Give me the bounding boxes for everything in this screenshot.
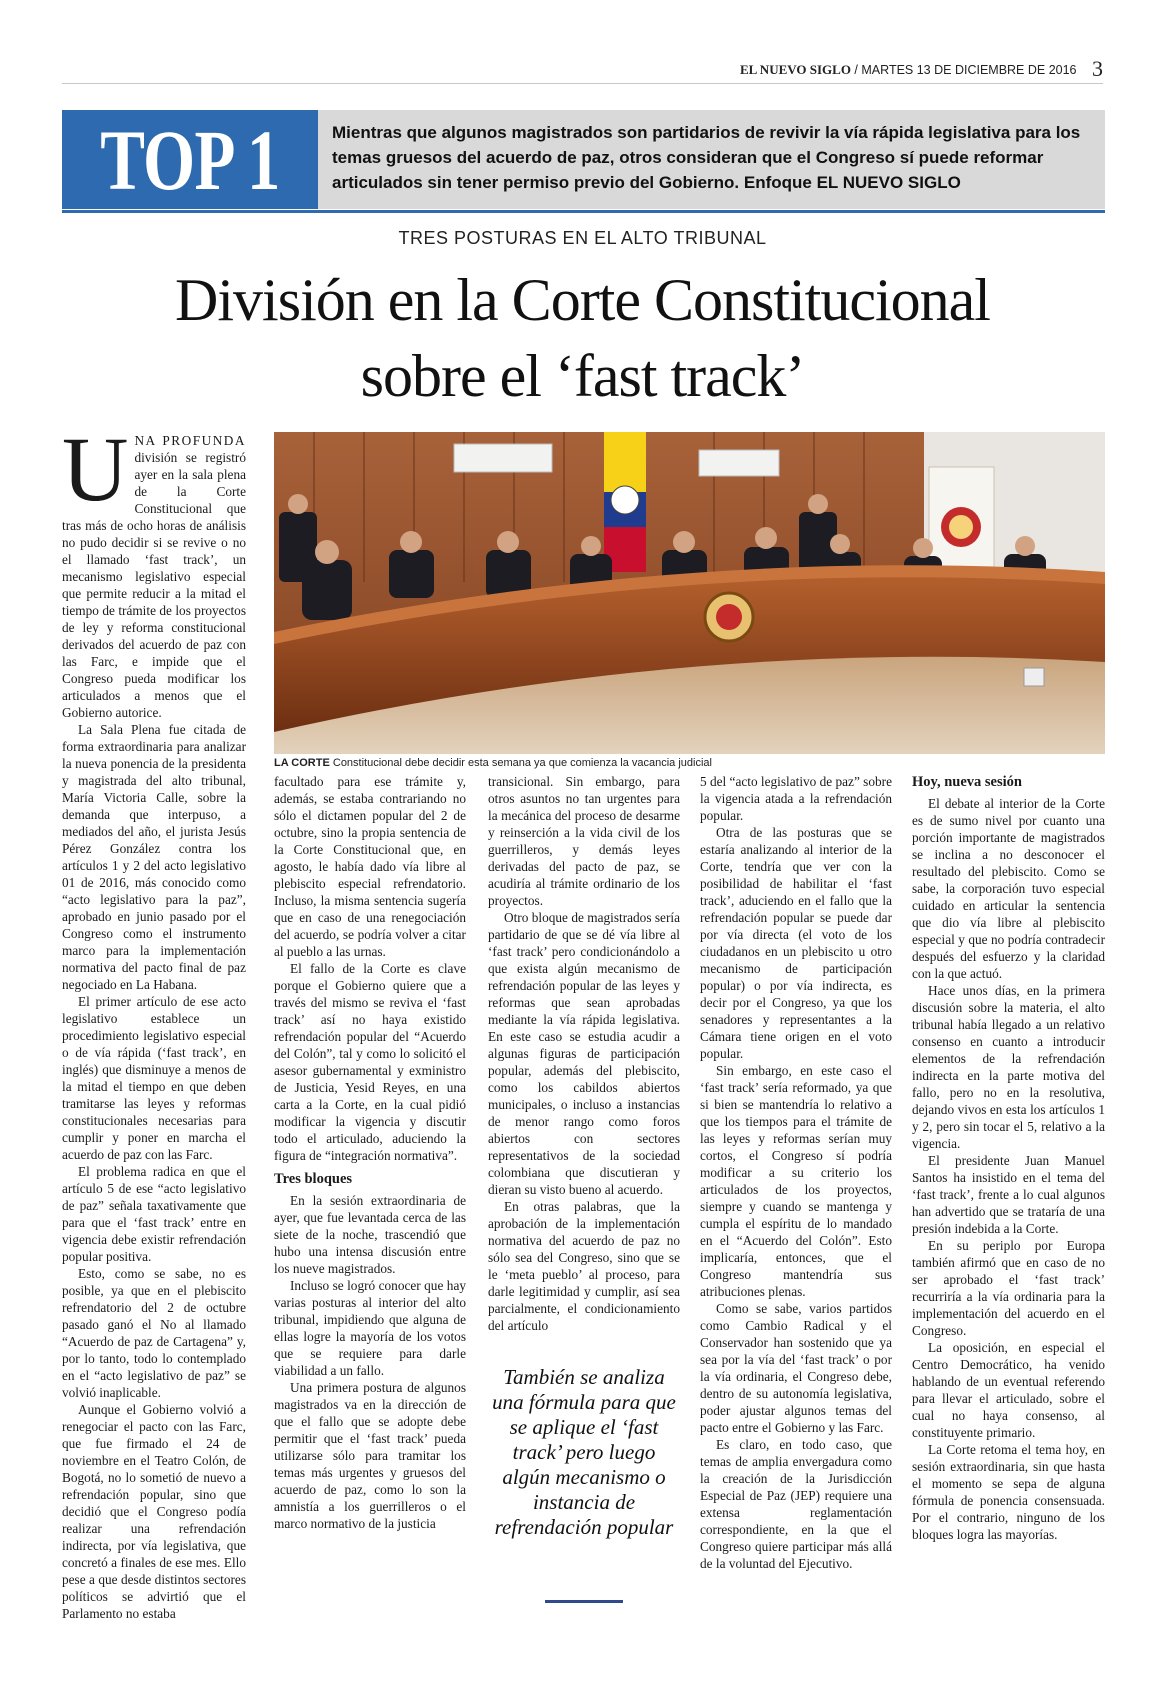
paragraph: Es claro, en todo caso, que temas de amplia envergadura como la creación de la Jurisdicción Especial de Paz (JEP) requiere una extensa reglamentación correspondiente, en la que el Congreso quiere participar más allá de la voluntad del Ejecutivo.: [700, 1437, 892, 1571]
column-2: [274, 773, 466, 1532]
paragraph: La oposición, en especial el Centro Democrático, ha venido hablando de un eventual referendo para llevar el articulado, sobre el cual no haya consenso, al constituyente primario.: [912, 1340, 1105, 1440]
paragraph: transicional. Sin embargo, para otros asuntos no tan urgentes para la mecánica del proceso de desarme y reinserción a la vida civil de los guerrilleros, y demás leyes derivadas del pacto de paz, se acudiría al trámite ordinario de los proyectos.: [488, 774, 680, 908]
subheading-tres-bloques: Tres bloques: [274, 1171, 353, 1187]
issue-date: MARTES 13 DE DICIEMBRE DE 2016: [861, 63, 1077, 77]
court-session-photo: [274, 432, 1105, 754]
paragraph: Otro bloque de magistrados sería partidario de que se dé vía libre al ‘fast track’ pero condicionándolo a que exista algún mecanismo de refrendación popular de las leyes y reformas que sean aprobadas mediante la vía rápida legislativa. En este caso se estudia acudir a algunas figuras de participación popular, además del plebiscito, como los cabildos abiertos municipales, o incluso a instancias de menor rango como foros abiertos con sectores representativos de la sociedad colombiana que discutieran y dieran su visto bueno al acuerdo.: [488, 910, 680, 1197]
headline: [0, 262, 1165, 414]
intro-summary: Mientras que algunos magistrados son partidarios de revivir la vía rápida legislativa para los temas gruesos del acuerdo de paz, otros consideran que el Congreso sí puede reformar articulados sin tener permiso previo del Gobierno. Enfoque EL NUEVO SIGLO: [318, 110, 1105, 209]
drop-cap: U: [62, 418, 129, 520]
page-number: 3: [1092, 56, 1103, 81]
column-1: [62, 418, 246, 1622]
paragraph: La Corte retoma el tema hoy, en sesión extraordinaria, sin que hasta el momento se sepa de alguna fórmula de ponencia consensuada. Por el contrario, ninguno de los bloques logra las mayorías.: [912, 1442, 1105, 1542]
paragraph: En la sesión extraordinaria de ayer, que fue levantada cerca de las siete de la noche, trascendió que hubo una intensa discusión entre los nueve magistrados.: [274, 1193, 466, 1276]
headline-line-1: División en la Corte Constitucional: [175, 267, 990, 333]
newspaper-name: EL NUEVO SIGLO: [739, 62, 851, 77]
paragraph: El primer artículo de ese acto legislativo establece un procedimiento legislativo especial o de vía rápida (‘fast track’, en inglés) que disminuye a menos de la mitad el tiempo en que deben tramitarse las leyes y reformas constitucionales necesarias para cumplir y poner en marcha el acuerdo de paz con las Farc.: [62, 994, 246, 1162]
paragraph: En su periplo por Europa también afirmó que en caso de no ser aprobado el ‘fast track’ recurriría a la vía ordinaria para la implementación del acuerdo en el Congreso.: [912, 1238, 1105, 1338]
column-5: [912, 773, 1105, 1543]
lead-paragraph: [62, 418, 246, 721]
column-3: [488, 773, 680, 1334]
paragraph: El debate al interior de la Corte es de sumo nivel por cuanto una porción importante de magistrados se inclina a no desconocer el resultado del plebiscito. Como se sabe, la corporación tuvo especial cuidado en articular la sentencia que dio vía libre al plebiscito especial y que no podría contradecir después del esfuerzo y la claridad con la que actuó.: [912, 796, 1105, 981]
subheading-nueva-sesion: Hoy, nueva sesión: [912, 774, 1022, 790]
paragraph: La Sala Plena fue citada de forma extraordinaria para analizar la nueva ponencia de la presidenta y magistrada del alto tribunal, María Victoria Calle, sobre la demanda que interpuso, a mediados del año, el jurista Jesús Pérez González contra los artículos 1 y 2 del acto legislativo 01 de 2016, más conocido como “acto legislativo para la paz”, aprobado en junio pasado por el Congreso como el instrumento marco para la implementación normativa del pacto final de paz negociado en La Habana.: [62, 722, 246, 992]
caption-lead: LA CORTE: [274, 757, 330, 769]
section-badge: [62, 110, 318, 209]
masthead-separator: /: [854, 63, 858, 77]
column-4: [700, 773, 892, 1572]
caption-text: Constitucional debe decidir esta semana ya que comienza la vacancia judicial: [329, 757, 712, 769]
masthead: [62, 58, 1103, 84]
paragraph: Esto, como se sabe, no es posible, ya que en el plebiscito refrendatorio del 2 de octubre pasado ganó el No al llamado “Acuerdo de paz de Cartagena” y, por lo tanto, todo lo contemplado en el “acto legislativo de paz” se volvió inaplicable.: [62, 1266, 246, 1400]
paragraph: facultado para ese trámite y, además, se estaba contrariando no sólo el dictamen popular del 2 de octubre, sino la propia sentencia de la Corte Constitucional que, en agosto, le había dado vía libre al plebiscito especial refrendatorio. Incluso, la misma sentencia sugería que en caso de una renegociación del acuerdo, se podría volver a citar al pueblo a las urnas.: [274, 774, 466, 959]
paragraph: Aunque el Gobierno volvió a renegociar el pacto con las Farc, que fue firmado el 24 de noviembre en el Teatro Colón, de Bogotá, no lo sometió de nuevo a refrendación popular, sino que decidió que el Congreso podía realizar una refrendación indirecta, por vía legislativa, que concretó a finales de ese mes. Ello pese a que desde distintos sectores políticos se advirtió que el Parlamento no estaba: [62, 1402, 246, 1621]
intro-divider: [62, 210, 1105, 213]
pull-quote: También se analiza una fórmula para que se aplique el ‘fast track’ pero luego algún mecanismo o instancia de refrendación popular: [492, 1365, 676, 1539]
paragraph: Otra de las posturas que se estaría analizando al interior de la Corte, tendría que ver con la posibilidad de habilitar el ‘fast track’, aduciendo en el fallo que la refrendación popular se puede dar por vía directa (el voto de los ciudadanos en un plebiscito u otro mecanismo de participación popular) o por vía indirecta, es decir por el Congreso, ya que los senadores y representantes a la Cámara tiene origen en el voto popular.: [700, 825, 892, 1061]
paragraph: El fallo de la Corte es clave porque el Gobierno quiere que a través del mismo se reviva el ‘fast track’ así no haya existido refrendación popular del “Acuerdo del Colón”, tal y como lo solicitó el asesor gubernamental y exministro de Justicia, Yesid Reyes, en una carta a la Corte, en la cual pidió modificar la vigencia y discutir todo el articulado, aduciendo la figura de “integración normativa”.: [274, 961, 466, 1163]
pull-quote-rule: [545, 1600, 623, 1603]
paragraph: En otras palabras, que la aprobación de la implementación normativa del acuerdo de paz no sólo sea del Congreso, sino que se le ‘meta pueblo’ al proceso, para darle legitimidad y cumplir, así sea parcialmente, el condicionamiento del artículo: [488, 1199, 680, 1333]
headline-line-2: sobre el ‘fast track’: [360, 343, 805, 409]
article-body: [62, 418, 1105, 1632]
court-photo-illustration: [274, 432, 1105, 754]
paragraph: Una primera postura de algunos magistrados va en la dirección de que el fallo que se adopte debe permitir que el ‘fast track’ pueda utilizarse sólo para tramitar los temas más urgentes y gruesos del acuerdo de paz, como lo son la amnistía a los guerrilleros o el marco normativo de la justicia: [274, 1380, 466, 1531]
lead-text: división se registró ayer en la sala plena de la Corte Constitucional que tras más de ocho horas de análisis no pudo decidir si se revive o no el llamado ‘fast track’, un mecanismo legislativo especial que permite reducir a la mitad el tiempo de trámite de los proyectos de ley y reforma constitucional derivados del acuerdo de paz con las Farc, e impide que el Congreso pueda modificar los articulados a menos que el Gobierno autorice.: [62, 450, 246, 720]
kicker: TRES POSTURAS EN EL ALTO TRIBUNAL: [398, 228, 767, 248]
photo-caption: [274, 757, 1105, 769]
paragraph: El problema radica en que el artículo 5 de ese “acto legislativo de paz” señala taxativamente que para que el ‘fast track’ entre en vigencia debe existir refrendación popular positiva.: [62, 1164, 246, 1264]
paragraph: Hace unos días, en la primera discusión sobre la materia, el alto tribunal había llegado a un relativo consenso en cuanto a introducir elementos de la refrendación indirecta en la parte motiva del fallo, pero no en la resolutiva, dejando vivos en esta los artículos 1 y 2, pero sin tocar el 5, relativo a la vigencia.: [912, 983, 1105, 1151]
paragraph: 5 del “acto legislativo de paz” sobre la vigencia atada a la refrendación popular.: [700, 774, 892, 823]
section-badge-label: TOP 1: [100, 112, 280, 208]
paragraph: Como se sabe, varios partidos como Cambio Radical y el Conservador han sostenido que ya sea por la vía del ‘fast track’ o por la vía ordinaria, el Congreso debe, dentro de su autonomía legislativa, poder ajustar algunos temas del pacto entre el Gobierno y las Farc.: [700, 1301, 892, 1435]
paragraph: El presidente Juan Manuel Santos ha insistido en el tema del ‘fast track’, frente a lo cual algunos han advertido que se trataría de una presión indebida a la Corte.: [912, 1153, 1105, 1236]
paragraph: Sin embargo, en este caso el ‘fast track’ sería reformado, ya que si bien se mantendría lo relativo a que los tiempos para el trámite de las leyes y reformas serían muy cortos, el Congreso sí podría modificar a su criterio los articulados de los proyectos, siempre y cuando se mantenga y cumpla el espíritu de lo mandado en el “Acuerdo del Colón”. Esto implicaría, entonces, que el Congreso mantendría sus atribuciones plenas.: [700, 1063, 892, 1299]
paragraph: Incluso se logró conocer que hay varias posturas al interior del alto tribunal, impidiendo que alguna de ellas logre la mayoría de los votos que se requiere para darle viabilidad a un fallo.: [274, 1278, 466, 1378]
lead-caps: NA PROFUNDA: [134, 433, 246, 448]
